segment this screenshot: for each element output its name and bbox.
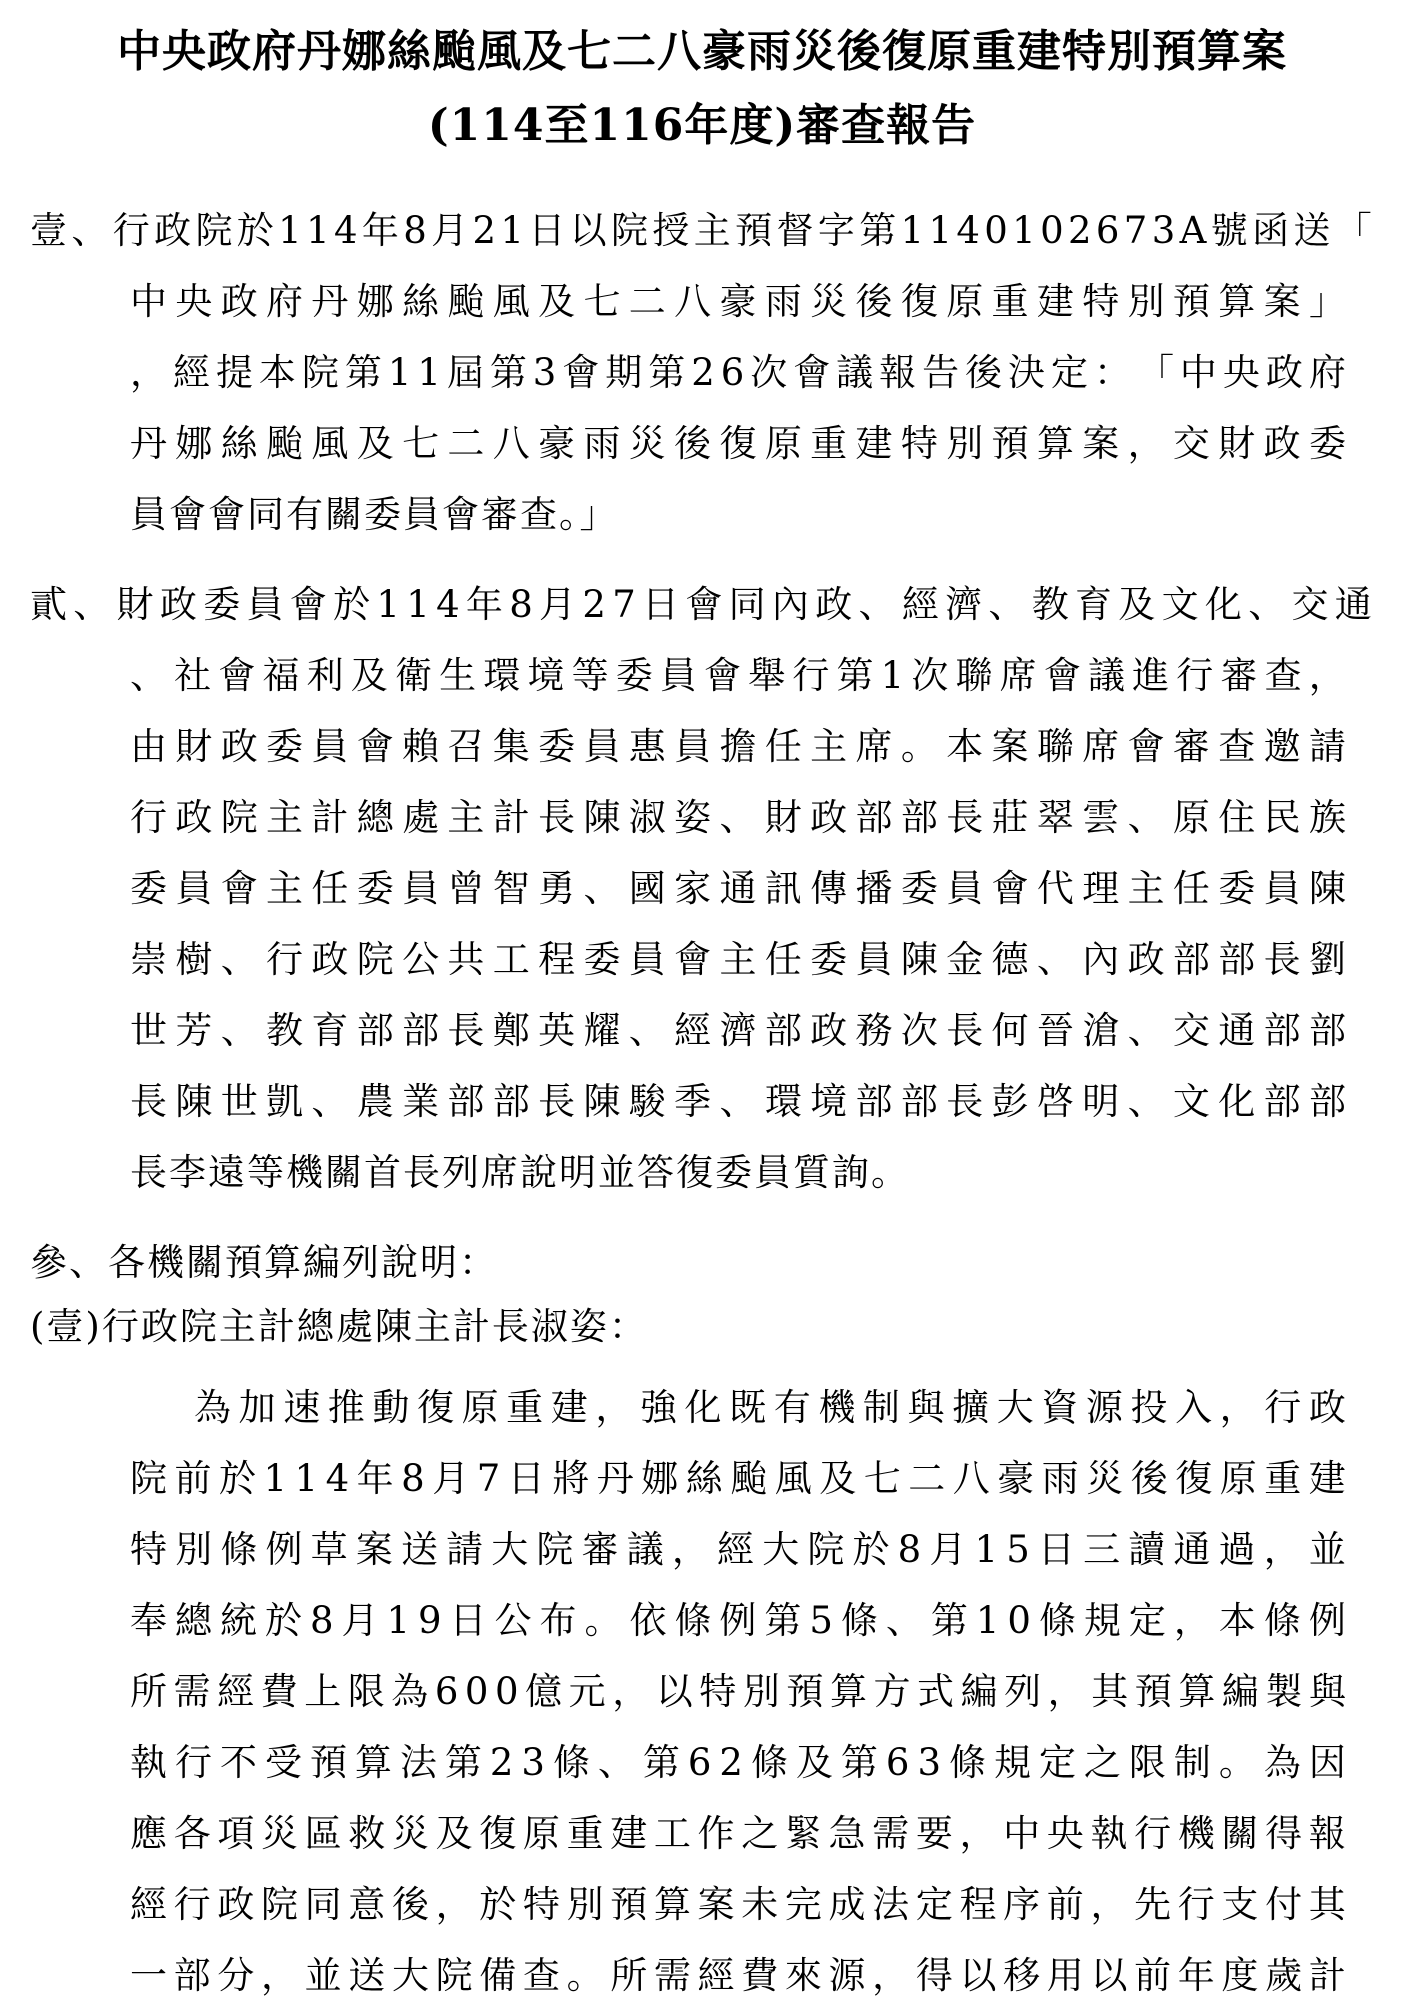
section-1-line-4: 丹 娜 絲 颱 風 及 七 二 八 豪 雨 災 後 復 原 重 建 特 別 預 算 案 ， 交 財 政 委 <box>130 422 1348 465</box>
section-2-line-2: 、 社 會 福 利 及 衛 生 環 境 等 委 員 會 舉 行 第 1 次 聯 席 會 議 進 行 審 查 ， <box>130 654 1348 697</box>
section-2-line-9: 長李遠等機關首長列席說明並答復委員質詢。 <box>130 1151 910 1194</box>
section-3-line-9: 一 部 分 ， 並 送 大 院 備 查 。 所 需 經 費 來 源 ， 得 以 移 用 以 前 年 度 歲 計 <box>130 1954 1348 1997</box>
section-2-line-1: 貳 、 財 政 委 員 會 於 1 1 4 年 8 月 2 7 日 會 同 內 政 、 經 濟 、 教 育 及 文 化 、 交 通 <box>30 583 1374 626</box>
section-2-line-5: 委 員 會 主 任 委 員 曾 智 勇 、 國 家 通 訊 傳 播 委 員 會 代 理 主 任 委 員 陳 <box>130 867 1348 910</box>
section-3-line-4: 奉 總 統 於 8 月 1 9 日 公 布 。 依 條 例 第 5 條 、 第 1 0 條 規 定 ， 本 條 例 <box>130 1599 1348 1642</box>
section-2-line-4: 行 政 院 主 計 總 處 主 計 長 陳 淑 姿 、 財 政 部 部 長 莊 翠 雲 、 原 住 民 族 <box>130 796 1348 839</box>
section-1-line-2: 中 央 政 府 丹 娜 絲 颱 風 及 七 二 八 豪 雨 災 後 復 原 重 建 特 別 預 算 案 」 <box>130 280 1348 323</box>
section-3-line-5: 所 需 經 費 上 限 為 6 0 0 億 元 ， 以 特 別 預 算 方 式 編 列 ， 其 預 算 編 製 與 <box>130 1670 1348 1713</box>
section-3-subheading: (壹)行政院主計總處陳主計長淑姿： <box>30 1305 648 1348</box>
title-line-1: 中央政府丹娜絲颱風及七二八豪雨災後復原重建特別預算案 <box>117 26 1287 77</box>
section-3-line-2: 院 前 於 1 1 4 年 8 月 7 日 將 丹 娜 絲 颱 風 及 七 二 八 豪 雨 災 後 復 原 重 建 <box>130 1457 1348 1500</box>
section-2-line-7: 世 芳 、 教 育 部 部 長 鄭 英 耀 、 經 濟 部 政 務 次 長 何 晉 滄 、 交 通 部 部 <box>130 1009 1348 1052</box>
section-2-line-8: 長 陳 世 凱 、 農 業 部 部 長 陳 駿 季 、 環 境 部 部 長 彭 啓 明 、 文 化 部 部 <box>130 1080 1348 1123</box>
section-1-line-5: 員會會同有關委員會審查。」 <box>130 493 619 536</box>
section-3-line-6: 執 行 不 受 預 算 法 第 2 3 條 、 第 6 2 條 及 第 6 3 條 規 定 之 限 制 。 為 因 <box>130 1741 1348 1784</box>
section-1-line-1: 壹 、 行 政 院 於 1 1 4 年 8 月 2 1 日 以 院 授 主 預 督 字 第 1 1 4 0 1 0 2 6 7 3 A 號 函 送 「 <box>30 209 1374 252</box>
title-line-2: (114至116年度)審查報告 <box>427 100 977 151</box>
section-3-line-8: 經 行 政 院 同 意 後 ， 於 特 別 預 算 案 未 完 成 法 定 程 序 前 ， 先 行 支 付 其 <box>130 1883 1348 1926</box>
section-1-line-3: ， 經 提 本 院 第 1 1 屆 第 3 會 期 第 2 6 次 會 議 報 告 後 決 定 ： 「 中 央 政 府 <box>130 351 1348 394</box>
section-3-line-7: 應 各 項 災 區 救 災 及 復 原 重 建 工 作 之 緊 急 需 要 ， 中 央 執 行 機 關 得 報 <box>130 1812 1348 1855</box>
section-2-line-6: 崇 樹 、 行 政 院 公 共 工 程 委 員 會 主 任 委 員 陳 金 德 、 內 政 部 部 長 劉 <box>130 938 1348 981</box>
section-2-line-3: 由 財 政 委 員 會 賴 召 集 委 員 惠 員 擔 任 主 席 。 本 案 聯 席 會 審 查 邀 請 <box>130 725 1348 768</box>
section-3-line-3: 特 別 條 例 草 案 送 請 大 院 審 議 ， 經 大 院 於 8 月 1 5 日 三 讀 通 過 ， 並 <box>130 1528 1348 1571</box>
section-3-line-1: 為 加 速 推 動 復 原 重 建 ， 強 化 既 有 機 制 與 擴 大 資 源 投 入 ， 行 政 <box>194 1386 1348 1429</box>
section-3-heading: 參、各機關預算編列說明： <box>30 1241 498 1284</box>
